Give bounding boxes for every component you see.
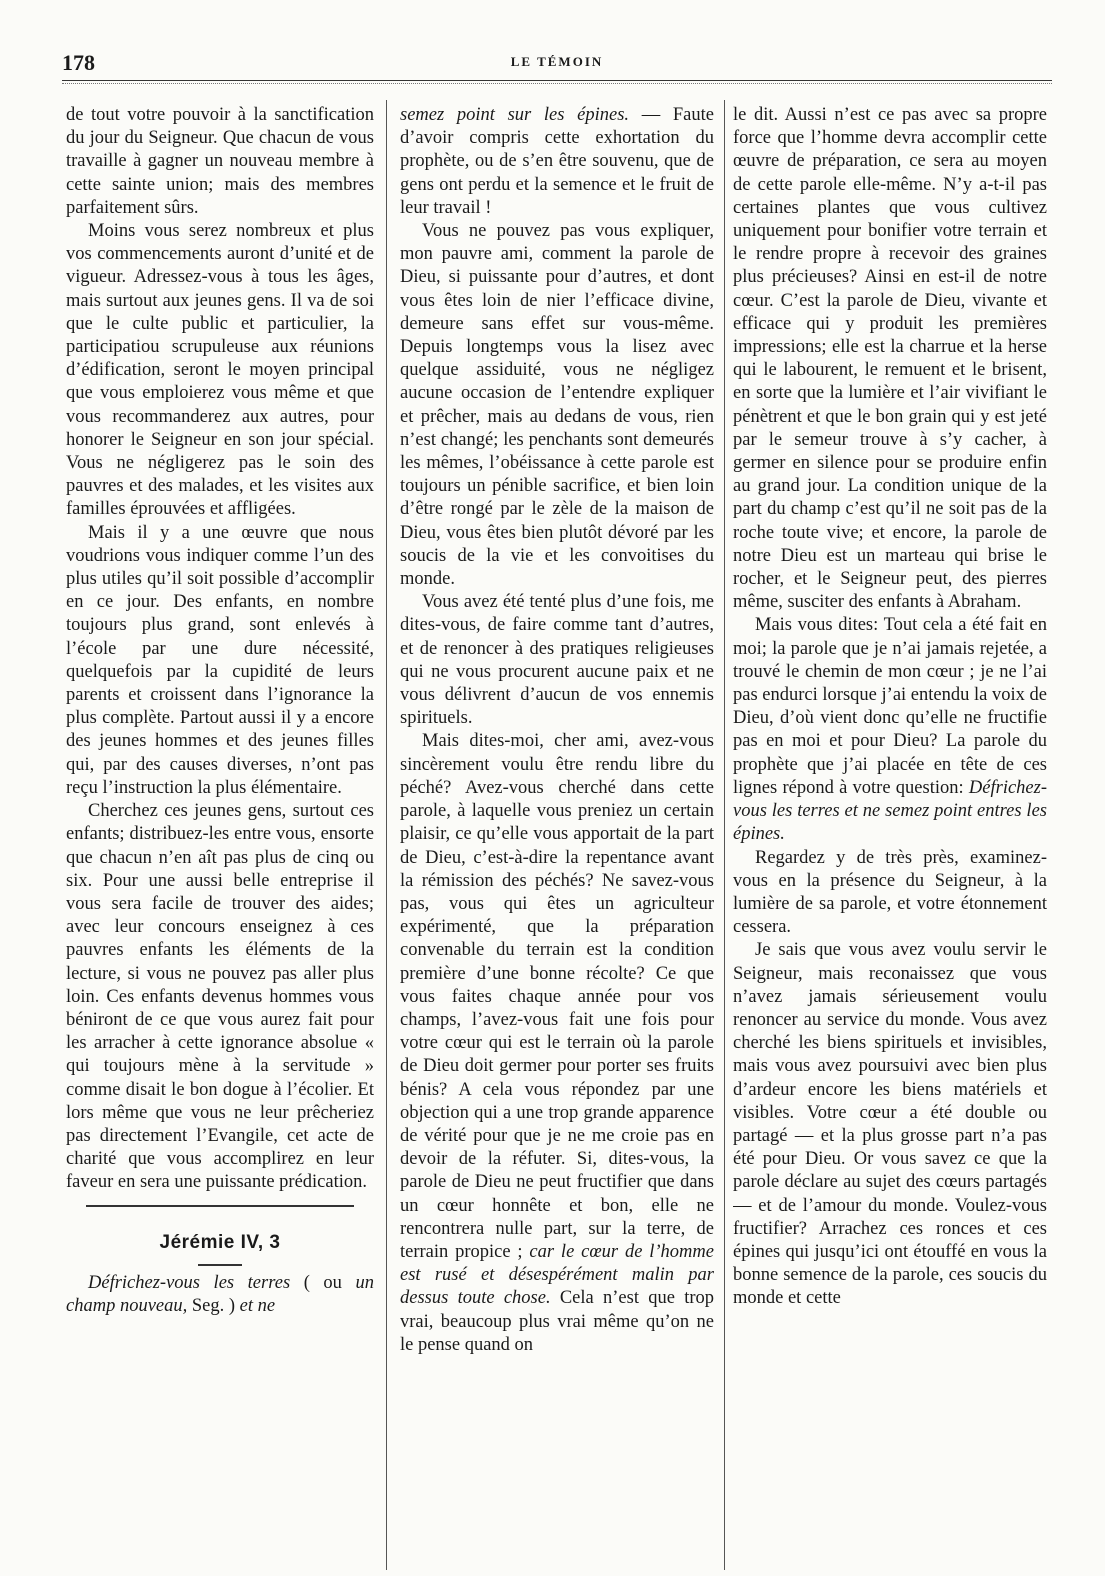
section-divider [86,1205,354,1207]
text: ( ou [290,1272,356,1293]
paragraph: Cherchez ces jeunes gens, surtout ces enfants; distribuez-les entre vous, ensorte que chacun n’en aît pas plus de cinq ou six. Pour une aussi belle entreprise il vous sera facile de trouver des aides; avec leur concours enseignez à ces pauvres enfants les éléments de la lecture, si vous ne pouvez pas aller plus loin. Ces enfants devenus hommes vous béniront de ce que vous aurez fait pour les arracher à cette ignorance absolue « qui toujours mène à la servitude » comme disait le bon dogue à l’écolier. Et lors même que vous ne leur prêcheriez pas directement l’Evangile, cet acte de charité que vous accomplirez en leur faveur en sera une puissante prédication. [66,801,374,1193]
paragraph: Vous avez été tenté plus d’une fois, me dites-vous, de faire comme tant d’autres, et de renoncer à des pratiques religieuses qui ne vous procurent aucune paix et ne vous délivrent d’aucun de vos ennemis spirituels. [400,592,714,729]
paragraph: de tout votre pouvoir à la sanctification du jour du Seigneur. Que chacun de vous travaille à gagner un nouveau membre à cette sainte union; mais des membres parfaitement sûrs. [66,105,374,218]
section-heading: Jérémie IV, 3 [159,1231,281,1253]
paragraph: le dit. Aussi n’est ce pas avec sa propre force que l’homme devra accomplir cette œuvre de préparation, ce sera au moyen de cette parole elle-même. N’y a-t-il pas certaines plantes que vous cultivez uniquement pour bonifier votre terrain et le rendre propre à recevoir des graines plus précieuses? Ainsi en est-il de notre cœur. C’est la parole de Dieu, vivante et efficace qui y produit les premières impressions; elle est la charrue et la herse qui le labourent, le remuent et le brisent, en sorte que la lumière et l’air vivifiant le pénètrent et que le bon grain qui y est jeté par le semeur trouve à s’y cacher, à germer en silence pour se produire enfin au grand jour. La condition unique de la part du champ c’est qu’il ne soit pas de la roche toute vive; et encore, la parole de notre Dieu est un marteau qui brise le rocher, et le Seigneur peut, des pierres même, susciter des enfants à Abraham. [733,105,1047,613]
column-2 [400,104,714,1564]
paragraph [733,614,1047,846]
heading-dash [198,1264,242,1266]
paragraph: Regardez y de très près, examinez-vous en la présence du Seigneur, à la lumière de sa parole, et votre étonnement cessera. [733,847,1047,938]
text: Seg. ) [187,1295,240,1316]
text: Cela n’est que trop vrai, beaucoup plus vrai même qu’on ne le pense quand on [400,1288,714,1355]
paragraph [400,730,714,1356]
paragraph: Mais il y a une œuvre que nous voudrions vous indiquer comme l’un des plus utiles qu’il soit possible d’accomplir en ce jour. Des enfants, en nombre toujours plus grand, sont enlevés à l’école par une dure nécessité, quelquefois par la cupidité de leurs parents et croissent dans l’ignorance la plus complète. Partout aussi il y a encore des jeunes hommes et des jeunes filles qui, par des causes diverses, n’ont pas reçu l’instruction la plus élémentaire. [66,522,374,798]
text: Mais dites-moi, cher ami, avez-vous sincèrement voulu être rendu libre du péché? Avez-vous cherché dans cette parole, à laquelle vous preniez un certain plaisir, ce qu’elle vous apportait de la part de Dieu, c’est-à-dire la repentance avant la rémission des péchés? Ne savez-vous pas, vous qui êtes un agriculteur expérimenté, que la préparation convenable du terrain est la condition première d’une bonne récolte? Ce que vous faites chaque année pour vos champs, l’avez-vous fait une fois pour votre cœur qui est le terrain où la parole de Dieu doit germer pour porter ses fruits bénis? A cela vous répondez par une objection qui a une trop grande apparence de vérité pour que je ne me croie pas en devoir de la réfuter. Si, dites-vous, la parole de Dieu ne peut fructifier que dans un cœur honnête et bon, elle ne rencontrera nulle part, sur la terre, de terrain propice ; [400,731,714,1262]
page-number: 178 [62,50,95,75]
paragraph [400,104,714,220]
column-divider [724,100,725,1570]
header-rule [62,80,1052,84]
text: — Faute d’avoir compris cette exhortation du prophète, ou de s’en être souvenu, que de gens ont perdu et la semence et le fruit de leur travail ! [400,105,714,218]
paragraph: Vous ne pouvez pas vous expliquer, mon pauvre ami, comment la parole de Dieu, si puissante pour d’autres, et dont vous êtes loin de nier l’efficace divine, demeure sans effet sur vous-même. Depuis longtemps vous la lisez avec quelque assiduité, vous ne négligez aucune occasion de l’entendre expliquer et prêcher, mais au dedans de vous, rien n’est changé; les penchants sont demeurés les mêmes, l’obéissance à cette parole est toujours un pénible sacrifice, et bien loin d’être rongé par le zèle de la maison de Dieu, vous êtes bien plutôt dévoré par les soucis de la vie et les convoitises du monde. [400,221,714,590]
italic-text: Défrichez-vous les terres [88,1272,291,1293]
italic-text: Défrichez-vous les terres et ne semez point entres les épines. [733,777,1047,845]
text: Mais vous dites: Tout cela a été fait en moi; la parole que je n’ai jamais rejetée, a trouvé le chemin de mon cœur ; je ne l’ai pas endurci lorsque j’ai entendu la voix de Dieu, d’où vient donc qu’elle ne fructifie pas en moi et pour Dieu? La parole du prophète que j’ai placée en tête de ces lignes répond à votre question: [733,615,1047,798]
paragraph [66,1272,374,1318]
paragraph: Je sais que vous avez voulu servir le Seigneur, mais reconaissez que vous n’avez jamais sérieusement voulu renoncer au service du monde. Vous avez cherché les biens spirituels et invisibles, mais vous avez poursuivi avec bien plus d’ardeur encore les biens matériels et visibles. Votre cœur a été double ou partagé — et la plus grosse part n’a pas été pour Dieu. Or vous savez ce que la parole déclare au sujet des cœurs partagés — et de l’amour du monde. Voulez-vous fructifier? Arrachez ces ronces et ces épines qui jusqu’ici ont étouffé en vous la bonne semence de la parole, ces soucis du monde et cette [733,940,1047,1309]
italic-text: semez point sur les épines. [400,105,630,125]
italic-text: un champ nouveau, [66,1272,374,1316]
column-3 [733,104,1047,1564]
running-title: LE TÉMOIN [510,54,604,69]
column-1 [66,104,374,1564]
paragraph: Moins vous serez nombreux et plus vos commencements auront d’unité et de vigueur. Adressez-vous à tous les âges, mais surtout aux jeunes gens. Il va de soi que le culte public et particulier, la participatiou scrupuleuse aux réunions d’édification, seront le moyen principal que vous emploierez vous même et que vous recommanderez aux autres, pour honorer le Seigneur en son jour spécial. Vous ne négligerez pas le soin des pauvres et des malades, et les visites aux familles éprouvées et affligées. [66,221,374,520]
column-divider [386,100,387,1570]
italic-text: car le cœur de l’homme est rusé et désespérément malin par dessus toute chose. [400,1241,714,1309]
italic-text: et ne [239,1295,276,1316]
page-header [62,50,1052,76]
